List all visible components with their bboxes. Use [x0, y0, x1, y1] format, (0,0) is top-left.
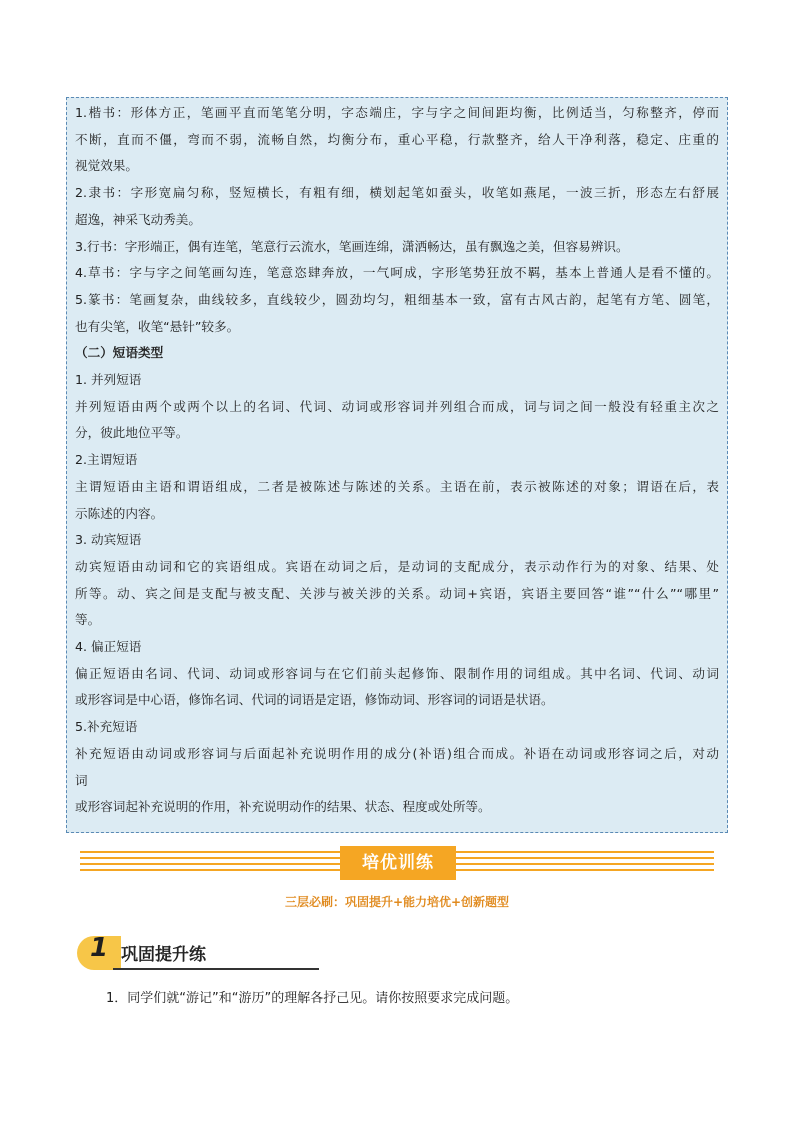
section-banner	[80, 846, 714, 880]
knowledge-line: 也有尖笔，收笔“悬针”较多。	[75, 318, 240, 334]
knowledge-line: 或形容词起补充说明的作用，补充说明动作的结果、状态、程度或处所等。	[75, 799, 491, 815]
knowledge-line: 超逸，神采飞动秀美。	[75, 211, 201, 227]
section-number: 1	[90, 933, 109, 963]
knowledge-line: 不断，直而不僵，弯而不弱，流畅自然，均衡分布，重心平稳，行款整齐，给人干净利落，稳定、庄重的	[75, 131, 719, 147]
question-text: 1．同学们就“游记”和“游历”的理解各抒己见。请你按照要求完成问题。	[106, 991, 519, 1006]
knowledge-line: 5.篆书：笔画复杂，曲线较多，直线较少，圆劲均匀，粗细基本一致，富有古风古韵，起笔有方笔、圆笔，	[75, 291, 719, 307]
knowledge-line: 主谓短语由主语和谓语组成，二者是被陈述与陈述的关系。主语在前，表示被陈述的对象；谓语在后，表	[75, 478, 719, 494]
knowledge-box	[66, 97, 728, 833]
section-heading	[77, 930, 247, 970]
knowledge-line: （二）短语类型	[75, 345, 164, 361]
knowledge-line: 4. 偏正短语	[75, 639, 142, 655]
knowledge-line: 并列短语由两个或两个以上的名词、代词、动词或形容词并列组合而成，词与词之间一般没有轻重主次之	[75, 398, 719, 414]
knowledge-line: 3. 动宾短语	[75, 532, 142, 548]
knowledge-line: 视觉效果。	[75, 158, 138, 174]
knowledge-line: 2.主谓短语	[75, 452, 138, 468]
section-title: 巩固提升练	[121, 945, 206, 965]
banner-label: 培优训练	[340, 846, 456, 880]
knowledge-line: 示陈述的内容。	[75, 505, 164, 521]
knowledge-line: 5.补充短语	[75, 719, 138, 735]
knowledge-line: 1.楷书：形体方正，笔画平直而笔笔分明，字态端庄，字与字之间间距均衡，比例适当，匀称整齐，停而	[75, 105, 719, 120]
knowledge-line: 所等。动、宾之间是支配与被支配、关涉与被关涉的关系。动词+宾语，宾语主要回答“谁”“什么”“哪里”	[75, 585, 719, 601]
knowledge-line: 2.隶书：字形宽扁匀称，竖短横长，有粗有细，横划起笔如蚕头，收笔如燕尾，一波三折，形态左右舒展	[75, 185, 719, 201]
section-underline	[113, 968, 319, 970]
banner-subtitle: 三层必刷：巩固提升+能力培优+创新题型	[284, 895, 510, 909]
knowledge-line: 补充短语由动词或形容词与后面起补充说明作用的成分(补语)组合而成。补语在动词或形容词之后，对动	[75, 745, 719, 761]
knowledge-line: 动宾短语由动词和它的宾语组成。宾语在动词之后，是动词的支配成分，表示动作行为的对象、结果、处	[75, 558, 719, 574]
knowledge-line: 偏正短语由名词、代词、动词或形容词与在它们前头起修饰、限制作用的词组成。其中名词、代词、动词	[75, 665, 719, 681]
knowledge-line: 词	[75, 772, 88, 788]
knowledge-line: 或形容词是中心语，修饰名词、代词的词语是定语，修饰动词、形容词的词语是状语。	[75, 692, 554, 708]
knowledge-line: 分，彼此地位平等。	[75, 425, 189, 441]
knowledge-line: 等。	[75, 612, 101, 628]
knowledge-line: 3.行书：字形端正，偶有连笔，笔意行云流水，笔画连绵，潇洒畅达，虽有飘逸之美，但容易辨识。	[75, 238, 629, 254]
knowledge-line: 4.草书：字与字之间笔画勾连，笔意恣肆奔放，一气呵成，字形笔势狂放不羁，基本上普通人是看不懂的。	[75, 265, 719, 281]
knowledge-line: 1. 并列短语	[75, 372, 142, 388]
